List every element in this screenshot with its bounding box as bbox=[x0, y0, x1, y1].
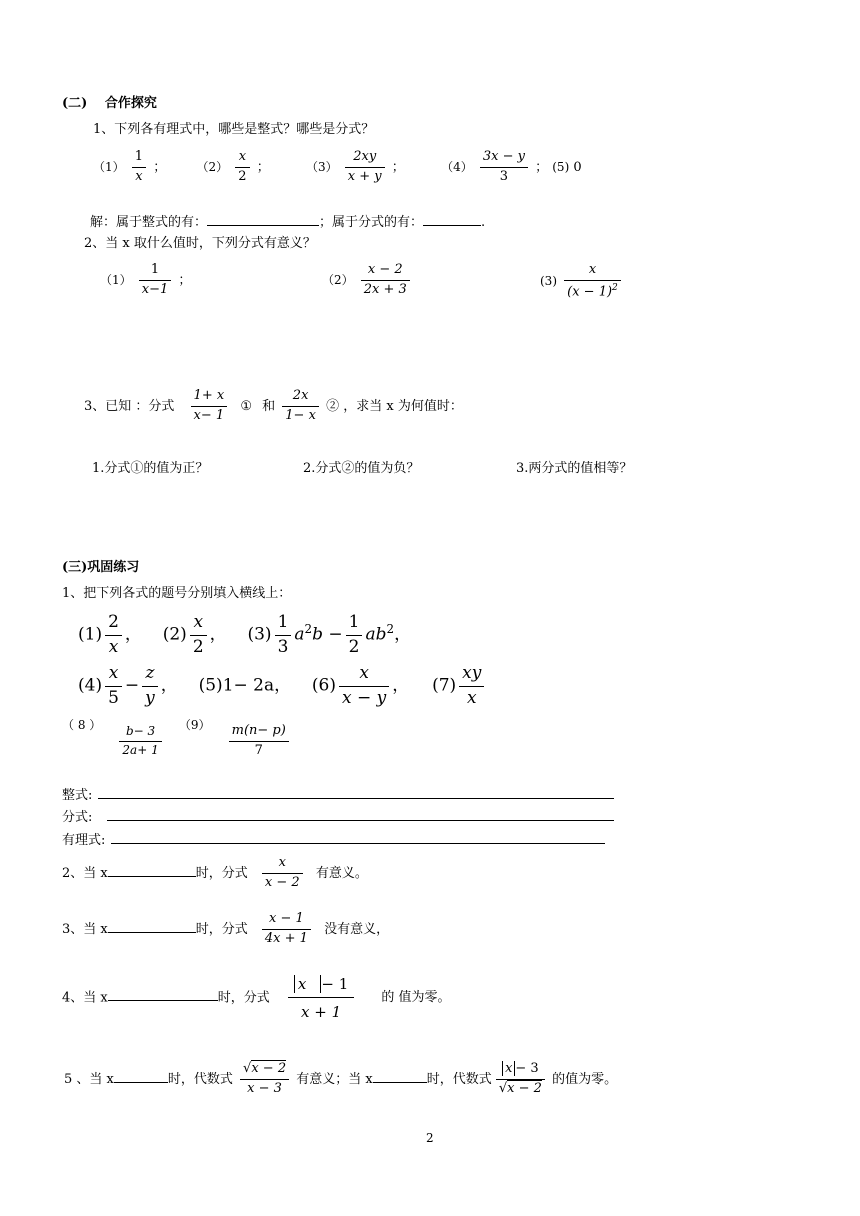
s3-q1-prompt: 1、把下列各式的题号分别填入横线上： bbox=[62, 586, 292, 601]
i4-label: (4) bbox=[78, 675, 103, 696]
i7-label: (7) bbox=[432, 675, 457, 696]
numerator bbox=[288, 974, 354, 995]
answer-fraction-blank[interactable] bbox=[423, 212, 481, 226]
q1-prompt: 1、下列各有理式中，哪些是整式？哪些是分式？ bbox=[93, 122, 375, 137]
denominator: 3 bbox=[277, 636, 289, 657]
separator: ； bbox=[391, 159, 405, 175]
separator: ； bbox=[256, 159, 270, 175]
s3-q4-prefix: 4、当 x bbox=[62, 990, 108, 1006]
s3-q1-row3 bbox=[62, 716, 292, 759]
i3-exp-1: 2 bbox=[304, 621, 313, 636]
numerator: x bbox=[238, 149, 247, 164]
minus-one: − 1 bbox=[321, 975, 349, 993]
line-youlishi-blank[interactable] bbox=[111, 830, 605, 844]
q3-suffix: ，求当 x 为何值时： bbox=[343, 398, 463, 414]
denominator: 2 bbox=[238, 168, 247, 184]
denominator: x−1 bbox=[141, 281, 169, 297]
i9-label: （9） bbox=[178, 718, 211, 732]
i5-value: 1− 2a bbox=[222, 675, 275, 696]
denominator: x bbox=[466, 687, 477, 708]
q3-sub-2: 2.分式②的值为负？ bbox=[303, 461, 420, 476]
denominator: 4x + 1 bbox=[264, 930, 308, 946]
denominator: √x − 2 bbox=[498, 1080, 542, 1096]
denominator: 2x + 3 bbox=[363, 281, 407, 297]
s3-q3 bbox=[62, 912, 389, 947]
i3-term-b: b − bbox=[312, 624, 343, 645]
s3-q2-blank[interactable] bbox=[108, 863, 196, 877]
i6-label: (6) bbox=[311, 675, 337, 696]
separator: ， bbox=[209, 624, 227, 645]
q3-and: 和 bbox=[262, 398, 276, 414]
numerator: 2x bbox=[292, 388, 309, 403]
i3-term-a: a bbox=[294, 624, 305, 645]
section2-heading: (二) 合作探究 bbox=[62, 96, 157, 111]
sqrt-icon: √ bbox=[243, 1061, 252, 1076]
numerator: 1 bbox=[150, 262, 160, 277]
section3-heading: (三)巩固练习 bbox=[62, 560, 140, 575]
i3-term-ab: ab bbox=[365, 624, 387, 645]
denominator: y bbox=[145, 687, 155, 708]
numerator: 1 bbox=[134, 149, 144, 164]
numerator: x bbox=[193, 612, 204, 632]
i8-fraction bbox=[119, 725, 161, 758]
s3-q1-row2 bbox=[78, 664, 487, 708]
separator: ， bbox=[124, 624, 142, 645]
s3-q1-row1 bbox=[78, 613, 411, 657]
numerator: x bbox=[588, 262, 597, 277]
i2-label: (2) bbox=[162, 624, 187, 645]
line-fenshi-blank[interactable] bbox=[107, 807, 614, 821]
s3-q2 bbox=[62, 856, 368, 891]
i6-fraction bbox=[339, 664, 389, 708]
numerator: x − 2 bbox=[367, 262, 403, 277]
line-fenshi-label: 分式: bbox=[62, 810, 93, 825]
numerator: x bbox=[278, 855, 286, 870]
q2-item1-fraction bbox=[139, 263, 172, 298]
s3-q3-mid: 时，分式 bbox=[195, 921, 248, 937]
numerator: √x − 2 bbox=[243, 1061, 287, 1076]
q2-item2 bbox=[322, 263, 413, 298]
q1-item3-label: （3） bbox=[306, 159, 338, 174]
q2-item2-label: （2） bbox=[322, 272, 354, 287]
q3-sub-3: 3.两分式的值相等？ bbox=[516, 461, 633, 476]
denominator: x − 2 bbox=[264, 874, 300, 890]
q2-item1 bbox=[100, 263, 191, 298]
s3-q2-suffix: 有意义。 bbox=[315, 865, 368, 881]
i3-label: (3) bbox=[247, 624, 272, 645]
line-youlishi bbox=[62, 829, 605, 848]
denominator: 5 bbox=[108, 687, 119, 708]
i3-fraction-2 bbox=[346, 613, 363, 657]
denominator: x− 1 bbox=[193, 407, 225, 423]
numerator: 2 bbox=[108, 612, 119, 632]
line-fenshi bbox=[62, 806, 614, 825]
i4-fraction-1 bbox=[105, 664, 122, 708]
i2-fraction bbox=[190, 613, 207, 657]
denominator: x − y bbox=[342, 687, 387, 708]
numerator: 3x − y bbox=[482, 149, 525, 164]
line-zhengshi-blank[interactable] bbox=[98, 785, 614, 799]
s3-q4-suffix: 的 值为零。 bbox=[381, 990, 451, 1006]
q1-item5-value: 0 bbox=[573, 159, 582, 175]
s3-q2-fraction bbox=[262, 856, 303, 891]
denominator: 7 bbox=[254, 742, 263, 758]
sqrt-icon: √ bbox=[498, 1080, 508, 1096]
s3-q5-mid2: 有意义；当 x bbox=[296, 1071, 373, 1087]
numerator: x bbox=[359, 663, 369, 683]
line-zhengshi-label: 整式: bbox=[62, 788, 93, 803]
denominator: 3 bbox=[499, 168, 509, 184]
denominator: x + 1 bbox=[301, 1003, 342, 1022]
s3-q2-mid: 时，分式 bbox=[195, 865, 248, 881]
s3-q5-fraction-1 bbox=[240, 1062, 289, 1097]
q1-item4-label: （4） bbox=[441, 159, 473, 174]
s3-q5-suffix: 的值为零。 bbox=[552, 1071, 618, 1087]
s3-q3-fraction bbox=[262, 912, 311, 947]
q3-mark-2: ② bbox=[326, 398, 340, 414]
i1-fraction bbox=[105, 613, 122, 657]
denominator: x bbox=[108, 636, 119, 657]
separator: ， bbox=[160, 675, 178, 696]
answer-integral-blank[interactable] bbox=[207, 212, 319, 226]
q1-item2-label: （2） bbox=[196, 159, 229, 174]
q3-sub-1: 1.分式①的值为正？ bbox=[92, 461, 209, 476]
i4-fraction-2 bbox=[142, 664, 158, 708]
s3-q4-blank[interactable] bbox=[108, 987, 218, 1001]
i3-exp-2: 2 bbox=[386, 621, 395, 636]
denominator: 1− x bbox=[285, 407, 316, 423]
i5-label: (5) bbox=[198, 675, 223, 696]
s3-q5-prefix: 5 、当 x bbox=[64, 1071, 114, 1087]
s3-q4 bbox=[62, 974, 451, 1022]
separator: ； bbox=[535, 159, 549, 175]
s3-q5-mid1: 时，代数式 bbox=[167, 1071, 233, 1087]
q2-item3-fraction bbox=[564, 263, 621, 300]
i4-minus: − bbox=[124, 675, 140, 696]
q1-item1-fraction bbox=[132, 150, 146, 185]
separator: ； bbox=[153, 159, 167, 175]
s3-q5-mid3: 时，代数式 bbox=[426, 1071, 492, 1087]
s3-q4-mid: 时，分式 bbox=[217, 990, 270, 1006]
line-zhengshi bbox=[62, 784, 614, 803]
s3-q2-prefix: 2、当 x bbox=[62, 865, 108, 881]
q1-answer bbox=[90, 211, 485, 230]
numerator: 1 bbox=[277, 612, 289, 632]
q1-item5-label: (5) bbox=[552, 159, 570, 174]
q3-fraction-1 bbox=[191, 389, 228, 424]
q3-line bbox=[84, 389, 463, 424]
q1-items bbox=[93, 150, 582, 185]
i9-fraction bbox=[229, 724, 289, 759]
line-youlishi-label: 有理式: bbox=[62, 833, 106, 848]
numerator bbox=[499, 1062, 542, 1077]
separator: ， bbox=[274, 675, 292, 696]
q1-item4-fraction bbox=[480, 150, 528, 185]
q2-item2-fraction bbox=[361, 263, 410, 298]
answer-fraction-label: ；属于分式的有： bbox=[319, 215, 424, 230]
s3-q4-fraction bbox=[288, 974, 354, 1022]
q1-item1-label: （1） bbox=[93, 159, 125, 174]
numerator: 1+ x bbox=[193, 388, 225, 403]
page-number: 2 bbox=[426, 1131, 434, 1145]
separator: ； bbox=[178, 272, 192, 288]
s3-q5 bbox=[64, 1062, 617, 1097]
separator: ， bbox=[392, 675, 410, 696]
numerator: xy bbox=[462, 663, 482, 683]
numerator: x bbox=[108, 663, 119, 683]
denominator: $(x - 1)^2$ bbox=[567, 282, 618, 300]
denominator: 2a+ 1 bbox=[122, 742, 159, 757]
numerator: 2xy bbox=[353, 149, 377, 164]
q2-item3 bbox=[540, 263, 624, 300]
q3-fraction-2 bbox=[282, 389, 319, 424]
numerator: x − 1 bbox=[269, 911, 304, 926]
numerator: z bbox=[145, 663, 155, 683]
denominator: x − 3 bbox=[247, 1080, 282, 1096]
q2-item1-label: （1） bbox=[100, 272, 132, 287]
q2-prompt: 2、当 x 取什么值时，下列分式有意义？ bbox=[84, 236, 316, 251]
denominator: 2 bbox=[348, 636, 360, 657]
s3-q3-blank[interactable] bbox=[108, 919, 196, 933]
separator: ， bbox=[394, 624, 412, 645]
q1-item3-fraction bbox=[345, 150, 385, 185]
s3-q3-suffix: 没有意义， bbox=[324, 921, 390, 937]
denominator: x bbox=[135, 168, 143, 184]
numerator: m(n− p) bbox=[231, 723, 286, 738]
q2-item3-label: (3) bbox=[540, 274, 557, 289]
i3-fraction-1 bbox=[275, 613, 292, 657]
abs-value: x bbox=[294, 975, 321, 993]
s3-q5-fraction-2 bbox=[496, 1062, 545, 1097]
minus-three: − 3 bbox=[515, 1061, 539, 1076]
numerator: 1 bbox=[348, 612, 360, 632]
i8-label: （ 8 ） bbox=[62, 718, 102, 732]
q3-mark-1: ① bbox=[240, 398, 252, 414]
answer-end: . bbox=[481, 215, 486, 230]
q1-item2-fraction bbox=[235, 150, 249, 185]
denominator: 2 bbox=[192, 636, 204, 657]
i7-fraction bbox=[459, 664, 484, 708]
q3-prefix: 3、已知 ：分式 bbox=[84, 398, 175, 414]
s3-q3-prefix: 3、当 x bbox=[62, 921, 108, 937]
denominator: x + y bbox=[347, 168, 382, 184]
s3-q5-blank-1[interactable] bbox=[114, 1069, 168, 1083]
s3-q5-blank-2[interactable] bbox=[373, 1069, 427, 1083]
i1-label: (1) bbox=[78, 624, 103, 645]
numerator: b− 3 bbox=[125, 724, 156, 739]
answer-integral-label: 解：属于整式的有： bbox=[90, 215, 208, 230]
abs-value: x bbox=[502, 1061, 515, 1076]
